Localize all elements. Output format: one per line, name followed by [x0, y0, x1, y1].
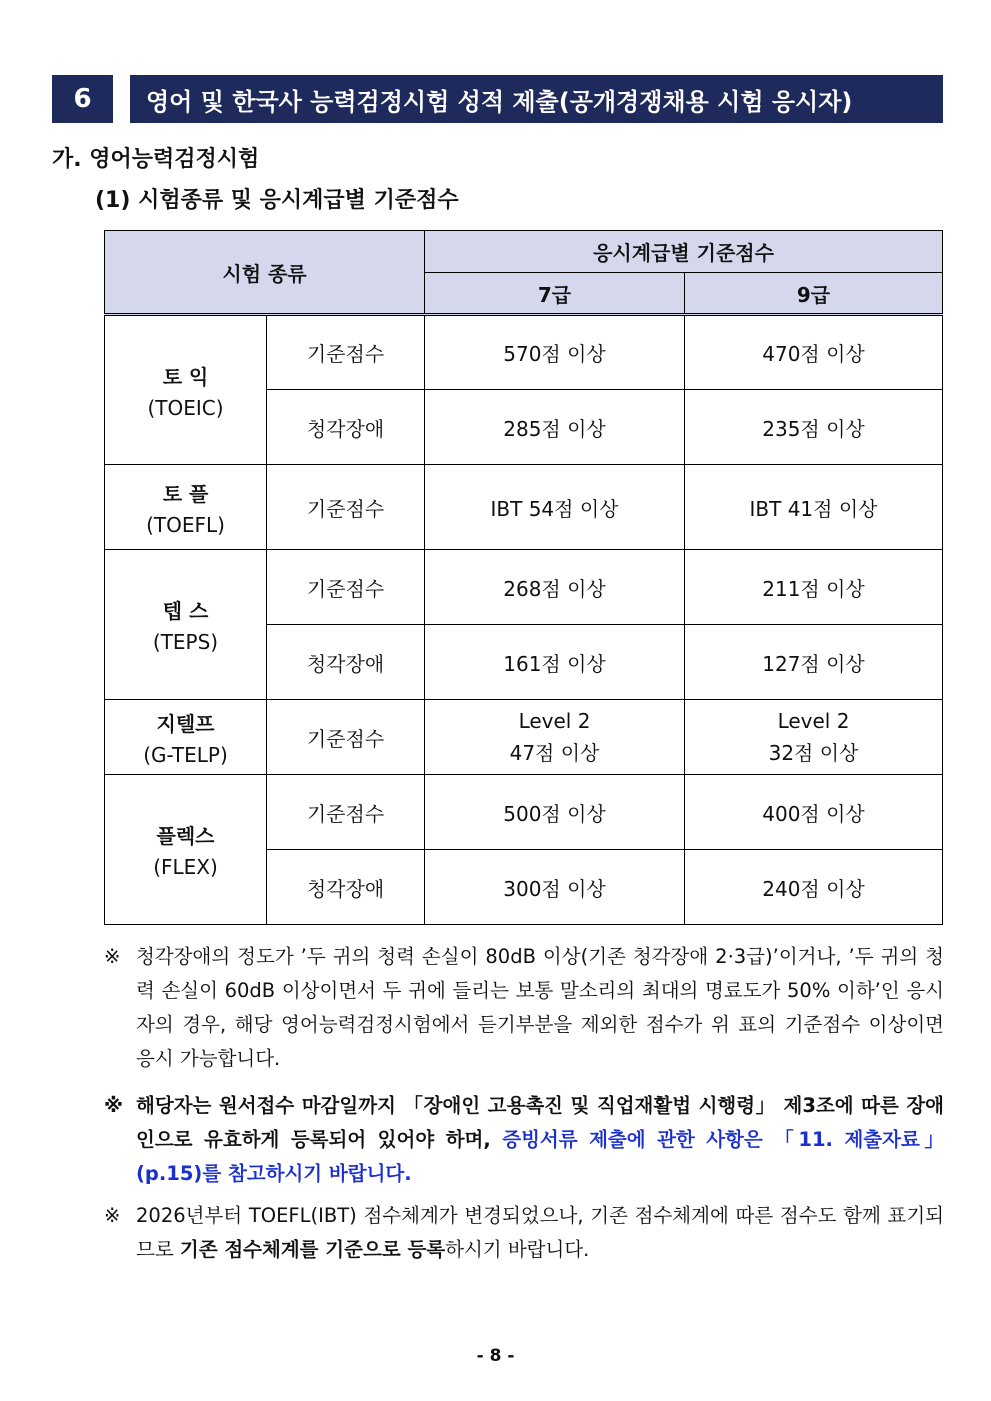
note-text: 청각장애의 정도가 ’두 귀의 청력 손실이 80dB 이상(기존 청각장애 2·3급)’이거나, ’두 귀의 청력 손실이 60dB 이상이면서 두 귀에 들리는 보통 말소리의 최대의 명료도가 50% 이하’인 응시자의 경우, 해당 영어능력검정시험에서 듣기부분을 제외한 점수가 위 표의 기준점수 이상이면 응시 가능합니다.	[136, 945, 944, 1070]
note-text: 해당자는 원서접수 마감일까지 「장애인 고용촉진 및 직업재활법 시행령」 제3조에 따른 장애인으로 유효하게 등록되어 있어야 하며,	[136, 1094, 944, 1151]
note-emphasis: 기존 점수체계를 기준으로 등록	[179, 1238, 446, 1261]
table-row	[105, 700, 943, 775]
test-subname: (TEPS)	[152, 630, 219, 654]
row-label: 청각장애	[267, 625, 425, 700]
table-row	[105, 550, 943, 625]
section-number: 6	[52, 75, 113, 123]
test-name-cell	[105, 550, 267, 700]
score-grade-7: 268점 이상	[425, 550, 685, 625]
row-label: 기준점수	[267, 550, 425, 625]
header-grade-group: 응시계급별 기준점수	[425, 231, 943, 273]
score-grade-9: 240점 이상	[685, 850, 943, 925]
score-grade-7: 161점 이상	[425, 625, 685, 700]
score-grade-7: IBT 54점 이상	[425, 465, 685, 550]
score-table	[104, 230, 943, 925]
page-number: - 8 -	[476, 1346, 515, 1366]
note-text-end: 하시기 바랍니다.	[445, 1238, 590, 1261]
score-grade-7	[425, 700, 685, 775]
score-level: Level 2	[518, 708, 591, 733]
test-subname: (FLEX)	[153, 855, 218, 879]
note-toefl-scoring	[104, 1199, 944, 1267]
score-grade-9: 211점 이상	[685, 550, 943, 625]
row-label: 기준점수	[267, 775, 425, 850]
header-grade-9: 9급	[685, 273, 943, 315]
test-subname: (G-TELP)	[143, 742, 228, 767]
score-grade-9: 235점 이상	[685, 390, 943, 465]
row-label: 기준점수	[267, 315, 425, 390]
row-label: 기준점수	[267, 465, 425, 550]
score-grade-9: 470점 이상	[685, 315, 943, 390]
table-row	[105, 775, 943, 850]
header-grade-7: 7급	[425, 273, 685, 315]
note-mark: ※	[104, 945, 121, 968]
score-grade-9	[685, 700, 943, 775]
note-mark: ※	[104, 1094, 123, 1117]
score-grade-9: 127점 이상	[685, 625, 943, 700]
heading-english-test: 가. 영어능력검정시험	[52, 147, 260, 172]
test-name-cell	[105, 465, 267, 550]
score-value: 32점 이상	[768, 740, 859, 765]
row-label: 기준점수	[267, 700, 425, 775]
note-reference-link: 증빙서류 제출에 관한 사항은 「11. 제출자료」(p.15)를 참고하시기 바랍니다.	[136, 1128, 944, 1185]
test-name-cell	[105, 700, 267, 775]
test-subname: (TOEFL)	[146, 512, 225, 537]
section-header	[52, 75, 943, 123]
test-name: 토 플	[162, 481, 209, 506]
table-row	[105, 465, 943, 550]
heading-score-criteria: (1) 시험종류 및 응시계급별 기준점수	[95, 188, 459, 213]
header-test-type: 시험 종류	[105, 231, 425, 315]
score-grade-9: IBT 41점 이상	[685, 465, 943, 550]
score-value: 47점 이상	[509, 740, 600, 765]
score-grade-7: 570점 이상	[425, 315, 685, 390]
score-grade-7: 300점 이상	[425, 850, 685, 925]
note-text: 2026년부터 TOEFL(IBT) 점수체계가 변경되었으나, 기존 점수체계에 따른 점수도 함께 표기되므로	[136, 1204, 944, 1261]
test-name-cell	[105, 775, 267, 925]
test-name: 플렉스	[156, 824, 215, 848]
test-name-cell	[105, 315, 267, 465]
note-disability-registration	[104, 1089, 944, 1191]
score-level: Level 2	[777, 708, 850, 733]
row-label: 청각장애	[267, 390, 425, 465]
score-grade-7: 285점 이상	[425, 390, 685, 465]
test-name: 텝 스	[162, 599, 209, 623]
note-hearing-impairment	[104, 940, 944, 1076]
section-title: 영어 및 한국사 능력검정시험 성적 제출(공개경쟁채용 시험 응시자)	[130, 75, 943, 123]
table-row	[105, 315, 943, 390]
score-grade-9: 400점 이상	[685, 775, 943, 850]
score-grade-7: 500점 이상	[425, 775, 685, 850]
test-subname: (TOEIC)	[147, 395, 224, 420]
test-name: 토 익	[162, 364, 209, 389]
row-label: 청각장애	[267, 850, 425, 925]
test-name: 지텔프	[156, 711, 215, 736]
note-mark: ※	[104, 1204, 121, 1227]
